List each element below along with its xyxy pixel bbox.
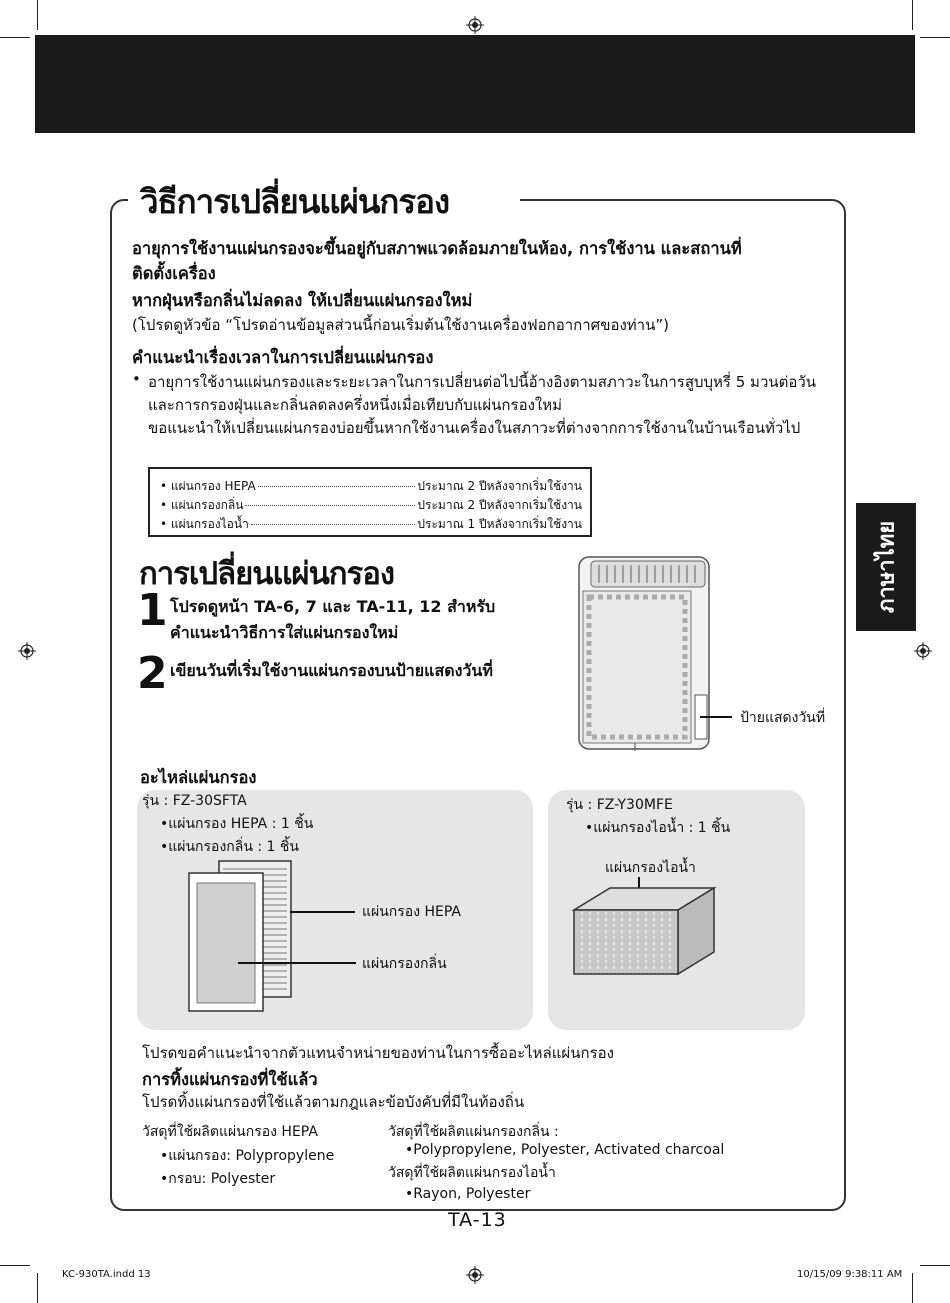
left-item-hepa: •แผ่นกรอง HEPA : 1 ชิ้น [160,816,314,832]
humid-material: •Rayon, Polyester [405,1186,531,1202]
intro-line3: หากฝุ่นหรือกลิ่นไม่ลดลง ให้เปลี่ยนแผ่นกรองใหม่ [132,291,473,310]
life-row-humid [160,515,582,534]
registration-mark-icon [914,642,932,660]
leader-dots [258,486,416,487]
hepa-odor-filter-illustration [185,855,295,1015]
crop-mark [37,0,38,30]
life-name: • แผ่นกรองไอน้ำ [160,517,249,531]
language-tab [856,503,916,631]
odor-label: แผ่นกรองกลิ่น [362,956,447,972]
crop-mark [912,0,913,30]
filter-life-box [148,467,592,537]
leader-dots [251,524,416,525]
intro-line1: อายุการใช้งานแผ่นกรองจะขึ้นอยู่กับสภาพแวดล้อมภายในห้อง, การใช้งาน และสถานที่ [132,239,742,258]
step-1-line1: โปรดดูหน้า TA-6, 7 และ TA-11, 12 สำหรับ [170,597,496,616]
life-value: ประมาณ 1 ปีหลังจากเริ่มใช้งาน [417,517,582,531]
step-1-number: 1 [137,585,168,636]
life-name: • แผ่นกรองกลิ่น [160,498,244,512]
registration-mark-icon [466,16,484,34]
hepa-leader [290,911,355,913]
hepa-material-title: วัสดุที่ใช้ผลิตแผ่นกรอง HEPA [142,1124,318,1140]
life-name: • แผ่นกรอง HEPA [160,479,256,493]
left-model: รุ่น : FZ-30SFTA [142,793,247,809]
header-bar [35,35,915,133]
section-title: วิธีการเปลี่ยนแผ่นกรอง [140,182,450,221]
registration-mark-icon [18,642,36,660]
date-label-leader [700,716,732,718]
disposal-text: โปรดทิ้งแผ่นกรองที่ใช้แล้วตามกฎและข้อบังคับที่มีในท้องถิ่น [142,1093,525,1111]
crop-mark [920,1265,950,1266]
hepa-label: แผ่นกรอง HEPA [362,904,461,920]
crop-mark [0,1265,30,1266]
left-item-odor: •แผ่นกรองกลิ่น : 1 ชิ้น [160,839,299,855]
hepa-filter-material: •แผ่นกรอง: Polypropylene [160,1148,335,1164]
crop-mark [0,37,30,38]
timing-bullet: • [132,370,141,388]
disposal-heading: การทิ้งแผ่นกรองที่ใช้แล้ว [142,1070,318,1089]
right-item-humid: •แผ่นกรองไอน้ำ : 1 ชิ้น [585,820,731,836]
humid-material-title: วัสดุที่ใช้ผลิตแผ่นกรองไอน้ำ [388,1165,556,1181]
footer-datetime: 10/15/09 9:38:11 AM [797,1269,903,1280]
replace-heading: การเปลี่ยนแผ่นกรอง [139,556,394,592]
parts-heading: อะไหล่แผ่นกรอง [140,768,257,787]
hepa-frame-material: •กรอบ: Polyester [160,1171,276,1187]
humid-label: แผ่นกรองไอน้ำ [605,860,696,876]
life-row-hepa [160,477,582,496]
odor-leader [238,962,356,964]
dealer-note: โปรดขอคำแนะนำจากตัวแทนจำหน่ายของท่านในการซื้ออะไหล่แผ่นกรอง [142,1044,614,1062]
odor-material-title: วัสดุที่ใช้ผลิตแผ่นกรองกลิ่น : [388,1124,559,1140]
timing-line1: อายุการใช้งานแผ่นกรองและระยะเวลาในการเปลี่ยนต่อไปนี้อ้างอิงตามสภาวะในการสูบบุหรี่ 5 มวนต่อวัน [148,373,817,391]
crop-mark [920,37,950,38]
air-purifier-illustration [575,555,715,755]
step-2-number: 2 [137,648,168,699]
timing-heading: คำแนะนำเรื่องเวลาในการเปลี่ยนแผ่นกรอง [132,348,434,367]
life-value: ประมาณ 2 ปีหลังจากเริ่มใช้งาน [417,498,582,512]
step-2-line1: เขียนวันที่เริ่มใช้งานแผ่นกรองบนป้ายแสดงวันที่ [170,661,493,680]
page-number: TA-13 [448,1209,507,1231]
humidifying-filter-illustration [570,880,720,980]
timing-line2: และการกรองฝุ่นและกลิ่นลดลงครึ่งหนึ่งเมื่อเทียบกับแผ่นกรองใหม่ [148,396,563,414]
registration-mark-icon [466,1266,484,1284]
intro-line2: ติดตั้งเครื่อง [132,264,216,283]
odor-material: •Polypropylene, Polyester, Activated charcoal [405,1142,725,1158]
life-value: ประมาณ 2 ปีหลังจากเริ่มใช้งาน [417,479,582,493]
footer-file: KC-930TA.indd 13 [62,1269,151,1280]
date-label-caption: ป้ายแสดงวันที่ [740,710,826,726]
language-tab-label: ภาษาไทย [874,520,900,614]
timing-line3: ขอแนะนำให้เปลี่ยนแผ่นกรองบ่อยขึ้นหากใช้งานเครื่องในสภาวะที่ต่างจากการใช้งานในบ้านเรือนทั่วไป [148,419,801,437]
step-1-line2: คำแนะนำวิธีการใส่แผ่นกรองใหม่ [170,623,399,642]
leader-dots [245,505,415,506]
intro-note: (โปรดดูหัวข้อ “โปรดอ่านข้อมูลส่วนนี้ก่อนเริ่มต้นใช้งานเครื่องฟอกอากาศของท่าน”) [132,316,669,334]
crop-mark [912,1273,913,1303]
crop-mark [37,1273,38,1303]
life-row-odor [160,496,582,515]
right-model: รุ่น : FZ-Y30MFE [566,797,673,813]
